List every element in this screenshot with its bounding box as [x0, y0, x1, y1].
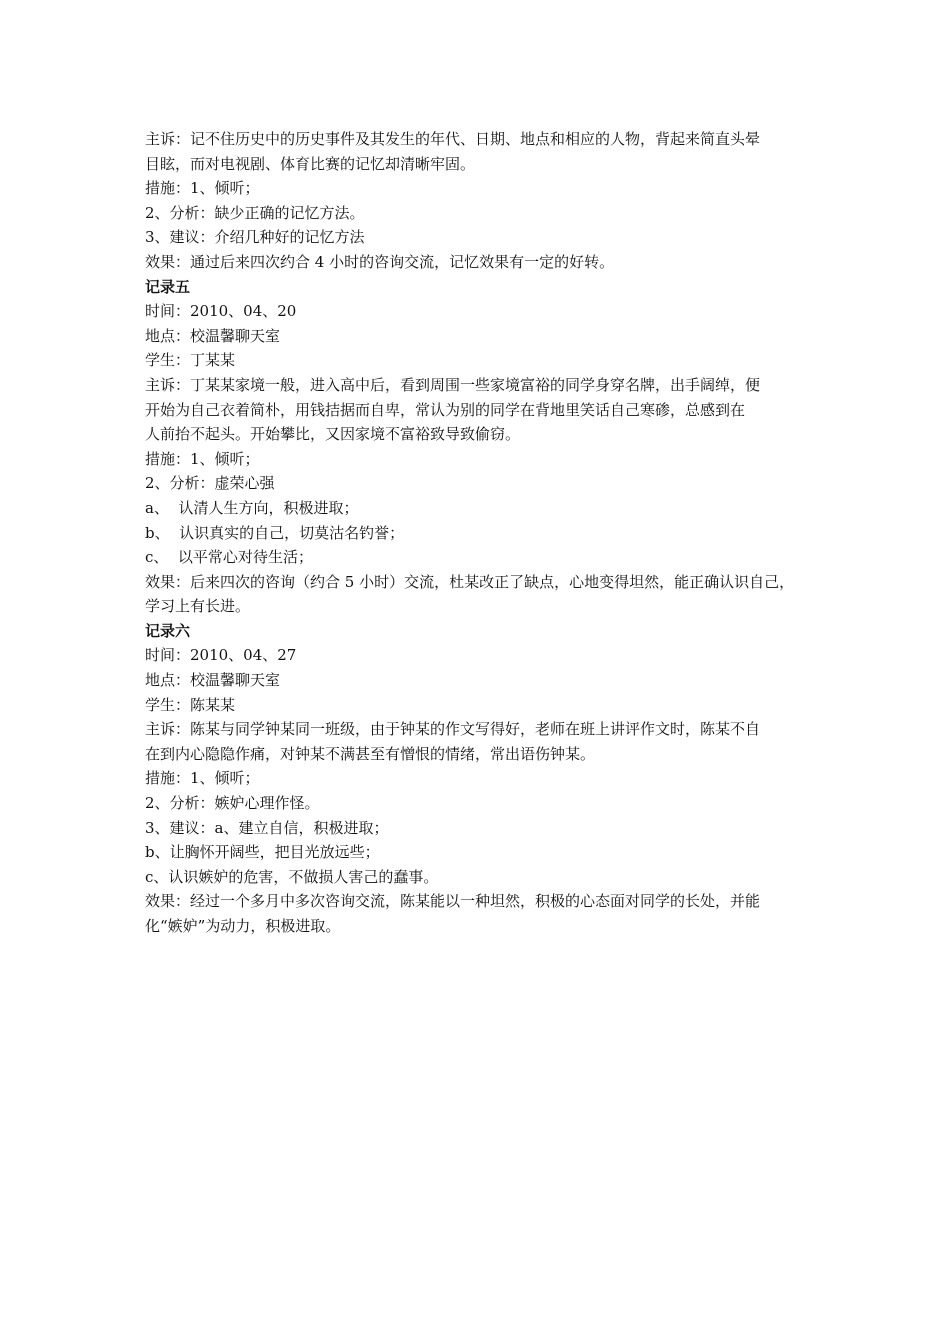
list-item-c: c、 以平常心对待生活； [145, 548, 313, 567]
student-line: 学生：陈某某 [145, 695, 236, 714]
suggestion-line: 3、建议：a、建立自信，积极进取； [145, 818, 389, 837]
effect-line-1: 效果：后来四次的咨询（约合 5 小时）交流，杜某改正了缺点，心地变得坦然，能正确认识自己， [145, 572, 795, 591]
list-item-b: b、 认识真实的自己，切莫沽名钓誉； [145, 523, 405, 542]
complaint-line-2: 开始为自己衣着简朴，用钱拮据而自卑，常认为别的同学在背地里笑话自己寒碜，总感到在 [145, 400, 746, 419]
complaint-line-1: 主诉：丁某某家境一般，进入高中后，看到周围一些家境富裕的同学身穿名牌，出手阔绰，便 [145, 375, 761, 394]
analysis-line: 2、分析：嫉妒心理作怪。 [145, 794, 320, 813]
complaint-line-2: 目眩，而对电视剧、体育比赛的记忆却清晰牢固。 [145, 154, 476, 173]
complaint-line-2: 在到内心隐隐作痛，对钟某不满甚至有憎恨的情绪，常出语伤钟某。 [145, 744, 596, 763]
effect-line-2: 化“嫉妒”为动力，积极进取。 [145, 917, 341, 935]
place-line: 地点：校温馨聊天室 [145, 326, 281, 345]
analysis-line: 2、分析：缺少正确的记忆方法。 [145, 203, 365, 222]
record-five [145, 275, 817, 619]
suggestion-line: 3、建议：介绍几种好的记忆方法 [145, 228, 365, 247]
measures-line: 措施：1、倾听； [145, 179, 260, 198]
list-item-c: c、认识嫉妒的危害，不做损人害己的蠢事。 [145, 867, 439, 886]
document-page [145, 127, 817, 939]
time-line: 时间：2010、04、27 [145, 646, 297, 665]
measures-line: 措施：1、倾听； [145, 449, 260, 468]
record-heading: 记录六 [145, 621, 191, 640]
effect-line: 效果：通过后来四次约合 4 小时的咨询交流，记忆效果有一定的好转。 [145, 252, 615, 271]
complaint-line-1: 主诉：陈某与同学钟某同一班级，由于钟某的作文写得好，老师在班上讲评作文时，陈某不自 [145, 720, 761, 739]
complaint-line-3: 人前抬不起头。开始攀比，又因家境不富裕致导致偷窃。 [145, 425, 521, 444]
time-line: 时间：2010、04、20 [145, 302, 297, 321]
measures-line: 措施：1、倾听； [145, 769, 260, 788]
list-item-b: b、让胸怀开阔些，把目光放远些； [145, 843, 380, 862]
effect-line-2: 学习上有长进。 [145, 597, 251, 616]
record-heading: 记录五 [145, 277, 191, 296]
record-six [145, 619, 817, 939]
effect-line-1: 效果：经过一个多月中多次咨询交流，陈某能以一种坦然，积极的心态面对同学的长处，并能 [145, 892, 761, 911]
complaint-line-1: 主诉：记不住历史中的历史事件及其发生的年代、日期、地点和相应的人物，背起来简直头晕 [145, 130, 761, 148]
student-line: 学生：丁某某 [145, 351, 236, 370]
analysis-line: 2、分析：虚荣心强 [145, 474, 275, 493]
place-line: 地点：校温馨聊天室 [145, 671, 281, 690]
list-item-a: a、 认清人生方向，积极进取； [145, 498, 359, 517]
previous-record [145, 127, 817, 275]
